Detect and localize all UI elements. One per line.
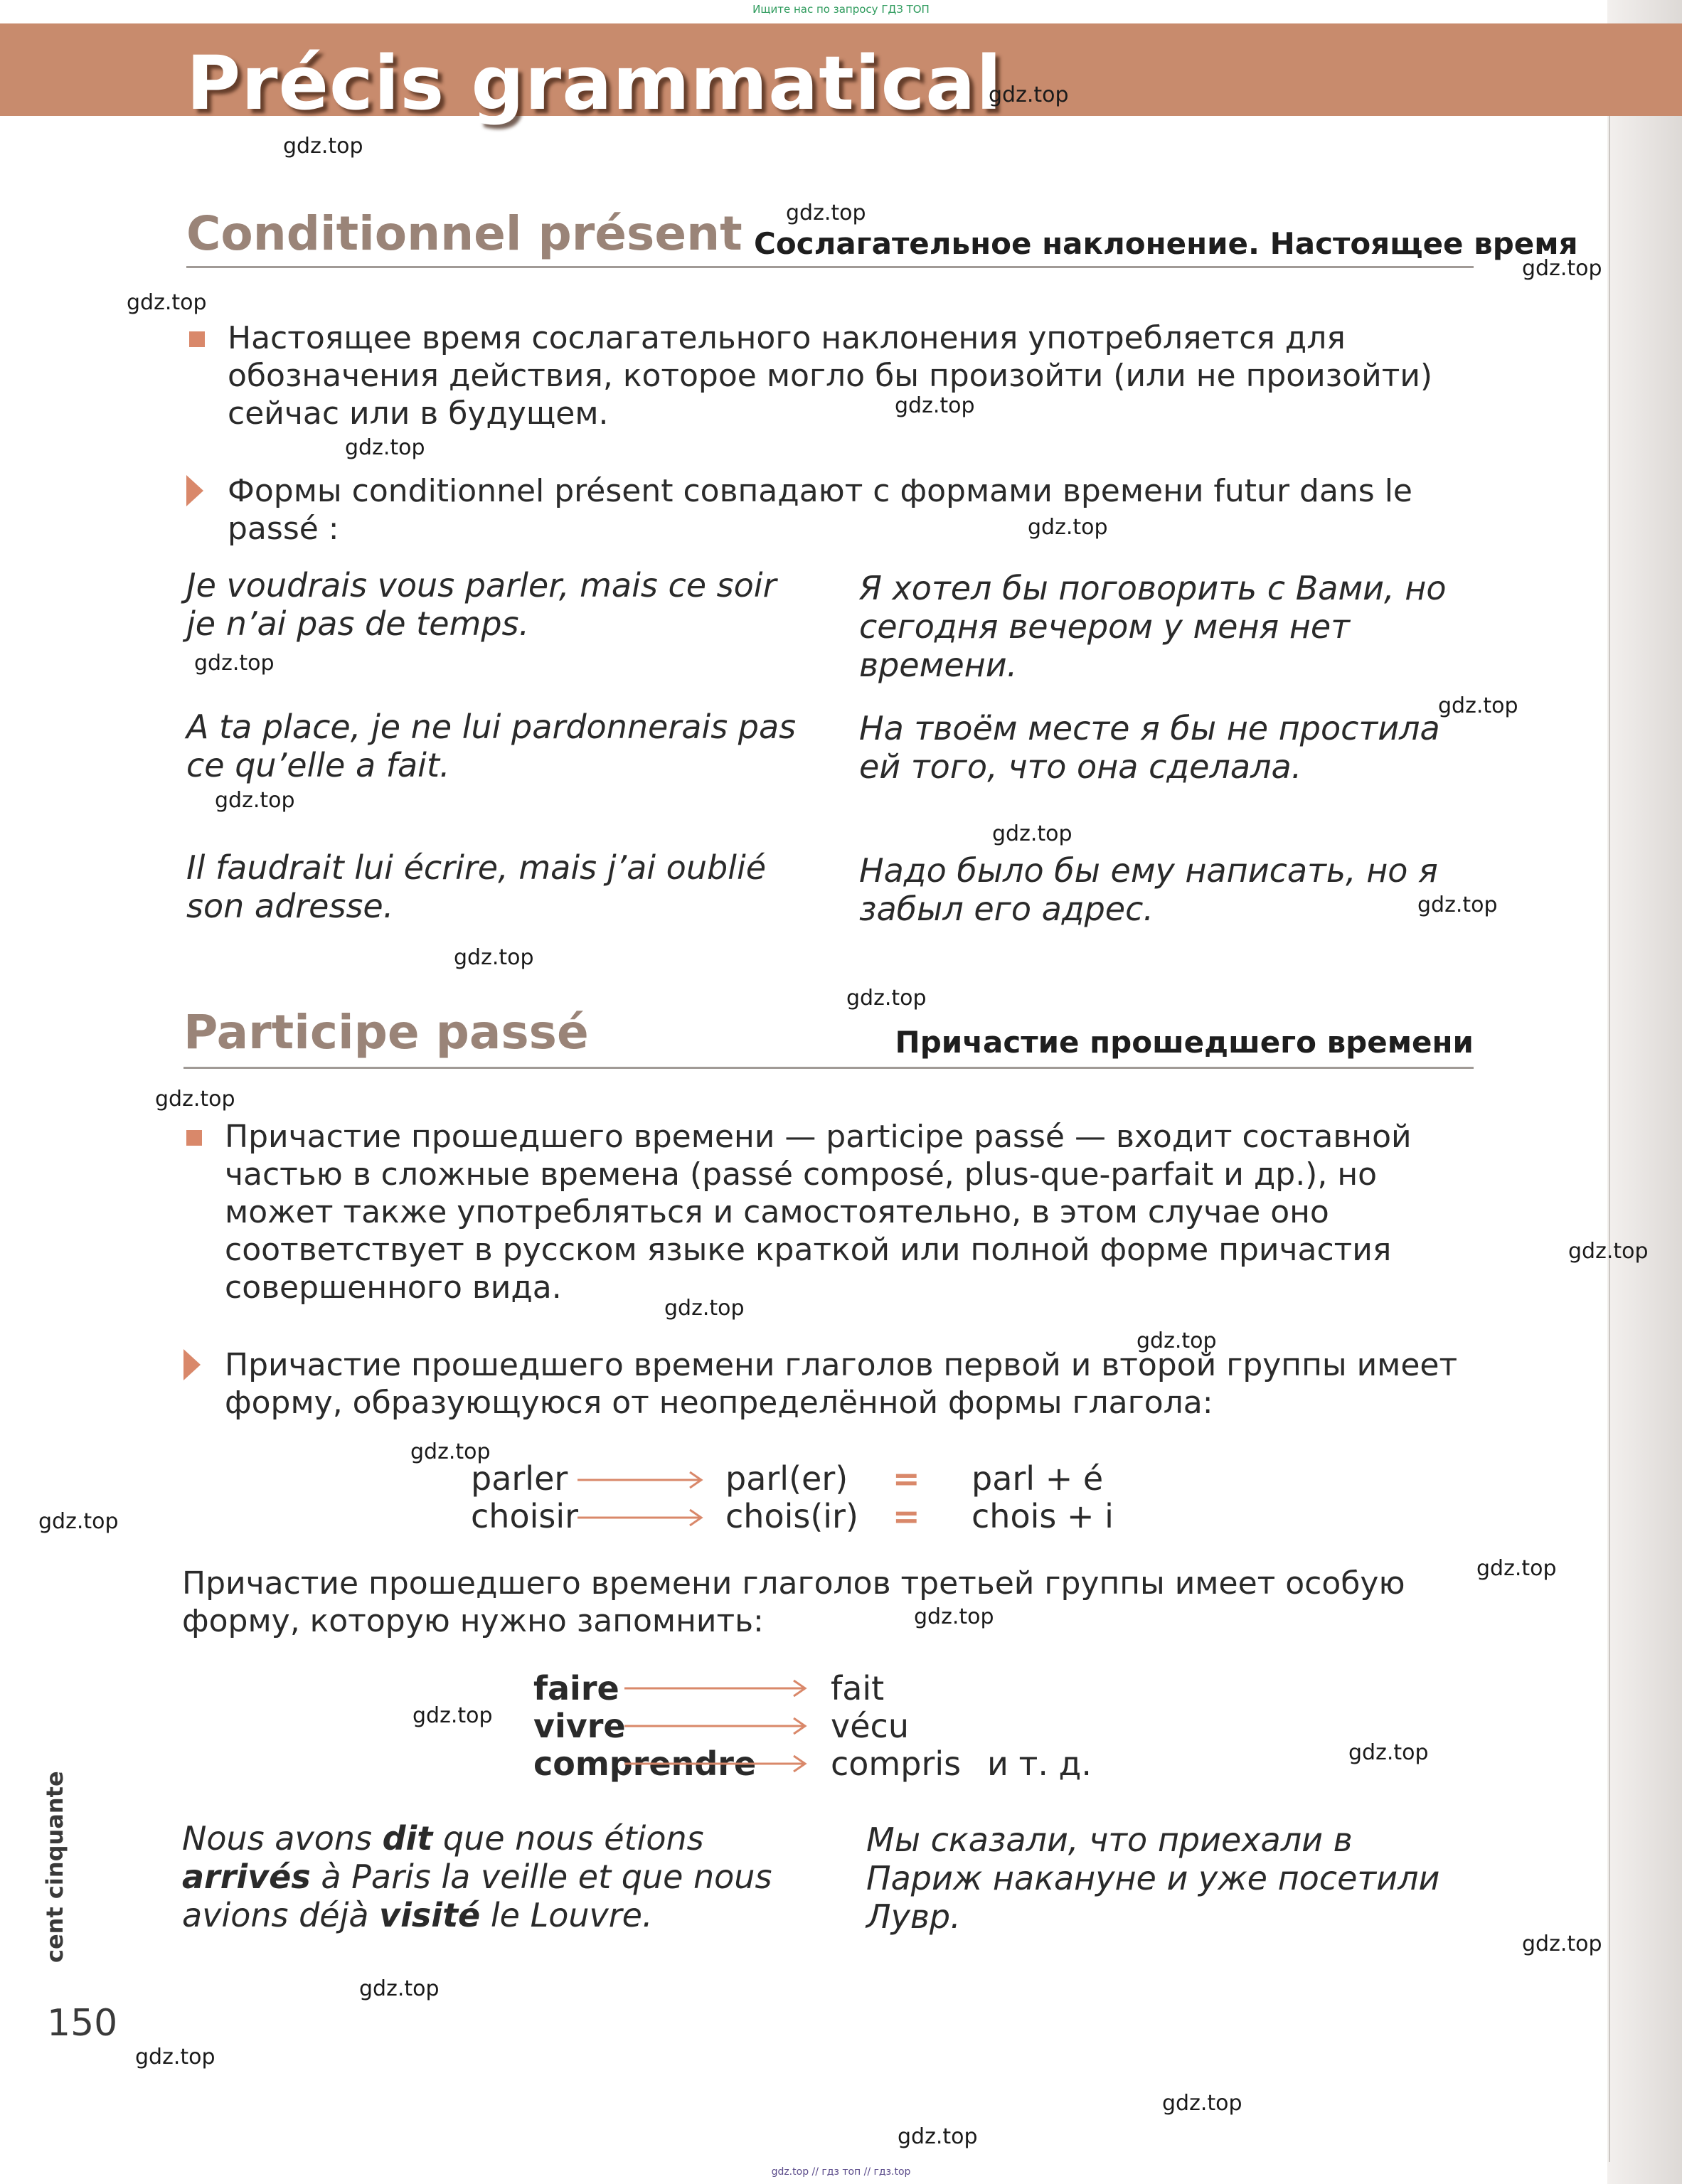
participe-rule: Причастие прошедшего времени глаголов первой и второй группы имеет форму, образующуюся от неопределённой формы глагола:: [225, 1347, 1458, 1421]
irregular-participle-3: compris: [831, 1744, 962, 1783]
section-subtitle-participe: Причастие прошедшего времени: [895, 1025, 1474, 1060]
participe-intro: Причастие прошедшего времени — participe passé — входит составной частью в сложные времена (passé composé, plus-que-parfait и др.), но может также употребляться и самостоятельно, в этом случае оно соответствует в русском языке краткой или полной форме причастия совершенного вида.: [225, 1119, 1412, 1306]
participe-example-ru: Мы сказали, что приехали в Париж накануне и уже посетили Лувр.: [866, 1821, 1440, 1936]
equals-sign: =: [893, 1497, 920, 1535]
third-group-text: Причастие прошедшего времени глаголов третьей группы имеет особую форму, которую нужно запомнить:: [182, 1565, 1405, 1639]
top-notice: Ищите нас по запросу ГДЗ ТОП: [752, 3, 930, 16]
triangle-bullet-icon: [183, 1349, 201, 1380]
watermark-text: gdz.top: [345, 435, 425, 460]
watermark-text: gdz.top: [283, 134, 363, 159]
page-number: 150: [47, 2002, 118, 2045]
section-divider: [183, 1067, 1474, 1069]
watermark-text: gdz.top: [664, 1296, 745, 1321]
regular-infinitive-2: choisir: [471, 1497, 579, 1535]
watermark-text: gdz.top: [989, 82, 1069, 107]
example-ru-2: На твоём месте я бы не простила ей того, что она сделала.: [859, 709, 1440, 786]
regular-result-2: chois + i: [972, 1497, 1114, 1535]
page-title: Précis grammatical: [186, 40, 1003, 127]
watermark-text: gdz.top: [1476, 1556, 1557, 1581]
watermark-text: gdz.top: [898, 2124, 978, 2149]
watermark-text: gdz.top: [914, 1604, 994, 1629]
watermark-text: gdz.top: [1348, 1740, 1429, 1765]
watermark-text: gdz.top: [1522, 1932, 1602, 1956]
watermark-text: gdz.top: [1162, 2091, 1242, 2116]
watermark-text: gdz.top: [1028, 515, 1108, 540]
example-fr-2: A ta place, je ne lui pardonnerais pas ce qu’elle a fait.: [186, 708, 797, 784]
watermark-text: gdz.top: [38, 1509, 119, 1534]
watermark-text: gdz.top: [135, 2045, 215, 2070]
irregular-infinitive-3: comprendre: [533, 1744, 757, 1783]
arrows-regular: [576, 1465, 704, 1536]
page-edge-line: [1609, 114, 1610, 2162]
watermark-text: gdz.top: [412, 1703, 493, 1728]
watermark-text: gdz.top: [155, 1087, 235, 1112]
regular-result-1: parl + é: [972, 1459, 1104, 1498]
equals-sign: =: [893, 1459, 920, 1498]
section-title-participe: Participe passé: [183, 1005, 589, 1060]
regular-stem-2: chois(ir): [725, 1497, 858, 1535]
conditionnel-intro: Настоящее время сослагательного наклонения употребляется для обозначения действия, которое могло бы произойти (или не произойти) сейчас или в будущем.: [228, 320, 1433, 432]
example-fr-1: Je voudrais vous parler, mais ce soir je n’ai pas de temps.: [186, 566, 777, 643]
watermark-text: gdz.top: [992, 821, 1072, 846]
arrows-irregular: [623, 1674, 808, 1781]
watermark-text: gdz.top: [895, 393, 975, 418]
regular-infinitive-1: parler: [471, 1459, 568, 1498]
watermark-text: gdz.top: [454, 945, 534, 970]
page-gutter-shade: [1607, 0, 1682, 2184]
triangle-bullet-icon: [186, 475, 203, 506]
conditionnel-rule: Формы conditionnel présent совпадают с формами времени futur dans le passé :: [228, 473, 1413, 547]
watermark-text: gdz.top: [127, 290, 207, 315]
watermark-text: gdz.top: [846, 986, 927, 1011]
irregular-participle-1: fait: [831, 1669, 885, 1708]
example-fr-3: Il faudrait lui écrire, mais j’ai oublié son adresse.: [186, 848, 767, 925]
page-side-label: cent cinquante: [41, 1771, 68, 1963]
watermark-text: gdz.top: [215, 788, 295, 813]
example-ru-1: Я хотел бы поговорить с Вами, но сегодня вечером у меня нет времени.: [859, 569, 1447, 684]
watermark-text: gdz.top: [194, 651, 275, 676]
section-title-conditionnel: Conditionnel présent: [186, 206, 742, 261]
section-divider: [186, 266, 1474, 268]
bottom-notice: gdz.top // гдз топ // гдз.top: [771, 2166, 911, 2178]
watermark-text: gdz.top: [1438, 693, 1518, 718]
section-subtitle-conditionnel: Сослагательное наклонение. Настоящее время: [754, 226, 1578, 261]
watermark-text: gdz.top: [1137, 1328, 1217, 1353]
watermark-text: gdz.top: [410, 1439, 491, 1464]
watermark-text: gdz.top: [1522, 256, 1602, 281]
etc-label: и т. д.: [987, 1744, 1092, 1783]
watermark-text: gdz.top: [1568, 1239, 1649, 1264]
watermark-text: gdz.top: [1417, 893, 1498, 917]
watermark-text: gdz.top: [359, 1976, 440, 2001]
square-bullet-icon: [186, 1130, 202, 1146]
regular-stem-1: parl(er): [725, 1459, 848, 1498]
watermark-text: gdz.top: [786, 201, 866, 225]
participe-example-fr: Nous avons dit que nous étions arrivés à Paris la veille et que nous avions déjà visité le Louvre.: [182, 1819, 772, 1934]
square-bullet-icon: [189, 331, 205, 347]
irregular-participle-2: vécu: [831, 1707, 909, 1745]
example-ru-3: Надо было бы ему написать, но я забыл его адрес.: [859, 851, 1438, 928]
irregular-infinitive-1: faire: [533, 1669, 619, 1708]
irregular-infinitive-2: vivre: [533, 1707, 626, 1745]
